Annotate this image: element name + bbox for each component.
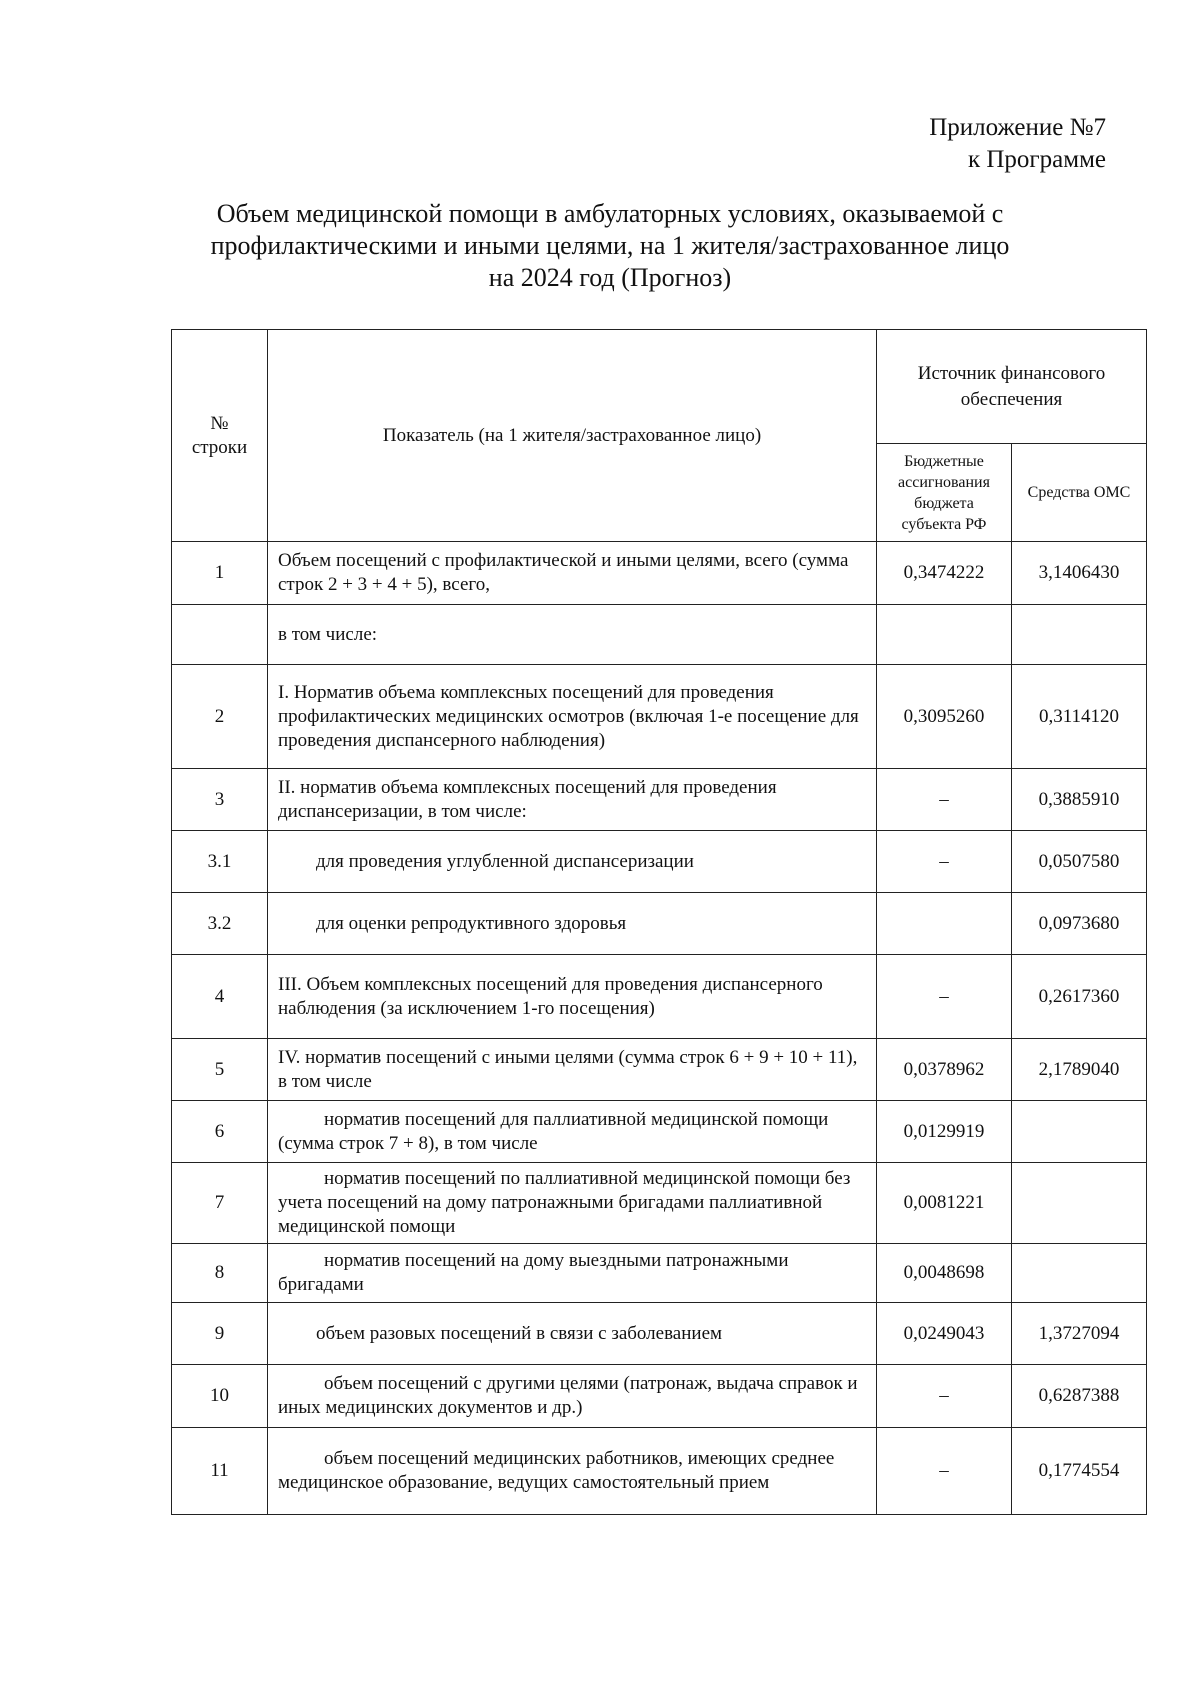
row-indicator — [268, 542, 877, 605]
title-line-2: профилактическими и иными целями, на 1 жителя/застрахованное лицо — [210, 231, 1010, 260]
row-number: 3.1 — [172, 831, 268, 893]
row-indicator — [268, 831, 877, 893]
appendix-reference: к Программе — [967, 146, 1106, 173]
table-row — [172, 542, 1147, 605]
row-indicator-text: III. Объем комплексных посещений для проведения диспансерного наблюдения (за исключением 1-го посещения) — [278, 973, 823, 1019]
row-number: 7 — [172, 1163, 268, 1244]
row-number: 3.2 — [172, 893, 268, 955]
row-indicator — [268, 955, 877, 1039]
row-indicator-text: для проведения углубленной диспансеризации — [316, 850, 694, 872]
row-indicator — [268, 605, 877, 665]
row-oms-value: 0,3885910 — [1012, 769, 1147, 831]
row-indicator-text: объем посещений с другими целями (патронаж, выдача справок и иных медицинских документов и др.) — [278, 1373, 858, 1418]
appendix-note — [929, 112, 1106, 176]
row-indicator-text: норматив посещений по паллиативной медицинской помощи без учета посещений на дому патронажными бригадами паллиативной медицинской помощи — [278, 1168, 851, 1237]
row-oms-value: 0,0973680 — [1012, 893, 1147, 955]
row-oms-value: 2,1789040 — [1012, 1039, 1147, 1101]
row-indicator — [268, 1244, 877, 1303]
row-indicator-text: Объем посещений с профилактической и иными целями, всего (сумма строк 2 + 3 + 4 + 5), всего, — [278, 550, 849, 595]
row-budget-value: 0,0378962 — [877, 1039, 1012, 1101]
document-title — [160, 198, 1060, 294]
row-indicator-text: II. норматив объема комплексных посещений для проведения диспансеризации, в том числе: — [278, 776, 777, 822]
row-indicator — [268, 893, 877, 955]
row-oms-value: 0,0507580 — [1012, 831, 1147, 893]
row-indicator — [268, 1303, 877, 1365]
row-indicator-text: норматив посещений для паллиативной медицинской помощи (сумма строк 7 + 8), в том числе — [278, 1108, 829, 1154]
table-header — [172, 330, 1147, 542]
row-oms-value: 3,1406430 — [1012, 542, 1147, 605]
row-oms-value: 0,6287388 — [1012, 1365, 1147, 1428]
row-indicator — [268, 769, 877, 831]
row-budget-value — [877, 893, 1012, 955]
row-number: 9 — [172, 1303, 268, 1365]
row-budget-value: 0,0129919 — [877, 1101, 1012, 1163]
table-row — [172, 1163, 1147, 1244]
row-indicator — [268, 1101, 877, 1163]
table-row — [172, 1244, 1147, 1303]
row-budget-value — [877, 605, 1012, 665]
header-indicator: Показатель (на 1 жителя/застрахованное лицо) — [268, 330, 877, 542]
row-budget-value: 0,0081221 — [877, 1163, 1012, 1244]
row-indicator-text: для оценки репродуктивного здоровья — [316, 912, 627, 934]
row-budget-value: – — [877, 1365, 1012, 1428]
row-indicator-text: объем посещений медицинских работников, имеющих среднее медицинское образование, ведущих самостоятельный прием — [278, 1448, 835, 1493]
row-budget-value: – — [877, 1428, 1012, 1515]
table-row — [172, 831, 1147, 893]
table-row — [172, 605, 1147, 665]
row-number: 2 — [172, 665, 268, 769]
header-row-number-symbol: № — [210, 412, 229, 434]
row-indicator — [268, 1428, 877, 1515]
row-number: 6 — [172, 1101, 268, 1163]
table-row — [172, 955, 1147, 1039]
row-oms-value — [1012, 1101, 1147, 1163]
table-body — [172, 542, 1147, 1515]
appendix-number: Приложение №7 — [929, 114, 1106, 141]
row-number: 3 — [172, 769, 268, 831]
table-row — [172, 1303, 1147, 1365]
row-indicator-text: I. Норматив объема комплексных посещений для проведения профилактических медицинских осмотров (включая 1-е посещение для проведения диспансерного наблюдения) — [278, 681, 859, 751]
table-row — [172, 1365, 1147, 1428]
table-row — [172, 769, 1147, 831]
table-row — [172, 893, 1147, 955]
row-indicator — [268, 1365, 877, 1428]
row-budget-value: 0,3095260 — [877, 665, 1012, 769]
row-indicator-text: в том числе: — [278, 623, 378, 645]
row-budget-value: 0,0249043 — [877, 1303, 1012, 1365]
title-line-1: Объем медицинской помощи в амбулаторных условиях, оказываемой с — [216, 199, 1004, 228]
volume-table — [171, 329, 1147, 1515]
header-funding-source: Источник финансового обеспечения — [877, 330, 1147, 444]
row-budget-value: 0,0048698 — [877, 1244, 1012, 1303]
row-number: 11 — [172, 1428, 268, 1515]
row-indicator-text: IV. норматив посещений с иными целями (сумма строк 6 + 9 + 10 + 11), в том числе — [278, 1046, 858, 1092]
row-number: 8 — [172, 1244, 268, 1303]
row-indicator — [268, 1039, 877, 1101]
row-oms-value — [1012, 1244, 1147, 1303]
row-indicator — [268, 665, 877, 769]
row-oms-value: 0,3114120 — [1012, 665, 1147, 769]
row-number: 4 — [172, 955, 268, 1039]
header-row-number — [172, 330, 268, 542]
row-oms-value: 0,2617360 — [1012, 955, 1147, 1039]
table-row — [172, 1101, 1147, 1163]
row-number — [172, 605, 268, 665]
row-budget-value: 0,3474222 — [877, 542, 1012, 605]
table-row — [172, 1428, 1147, 1515]
row-oms-value: 1,3727094 — [1012, 1303, 1147, 1365]
row-indicator-text: объем разовых посещений в связи с заболеванием — [316, 1322, 723, 1344]
table-row — [172, 665, 1147, 769]
row-indicator — [268, 1163, 877, 1244]
row-oms-value: 0,1774554 — [1012, 1428, 1147, 1515]
header-oms: Средства ОМС — [1012, 444, 1147, 542]
row-budget-value: – — [877, 769, 1012, 831]
row-number: 1 — [172, 542, 268, 605]
row-oms-value — [1012, 1163, 1147, 1244]
row-budget-value: – — [877, 831, 1012, 893]
title-line-3: на 2024 год (Прогноз) — [488, 263, 732, 292]
header-budget: Бюджетные ассигнования бюджета субъекта РФ — [877, 444, 1012, 542]
row-number: 10 — [172, 1365, 268, 1428]
row-oms-value — [1012, 605, 1147, 665]
row-number: 5 — [172, 1039, 268, 1101]
row-indicator-text: норматив посещений на дому выездными патронажными бригадами — [278, 1250, 789, 1295]
header-row-number-label: строки — [191, 436, 248, 458]
table-row — [172, 1039, 1147, 1101]
row-budget-value: – — [877, 955, 1012, 1039]
